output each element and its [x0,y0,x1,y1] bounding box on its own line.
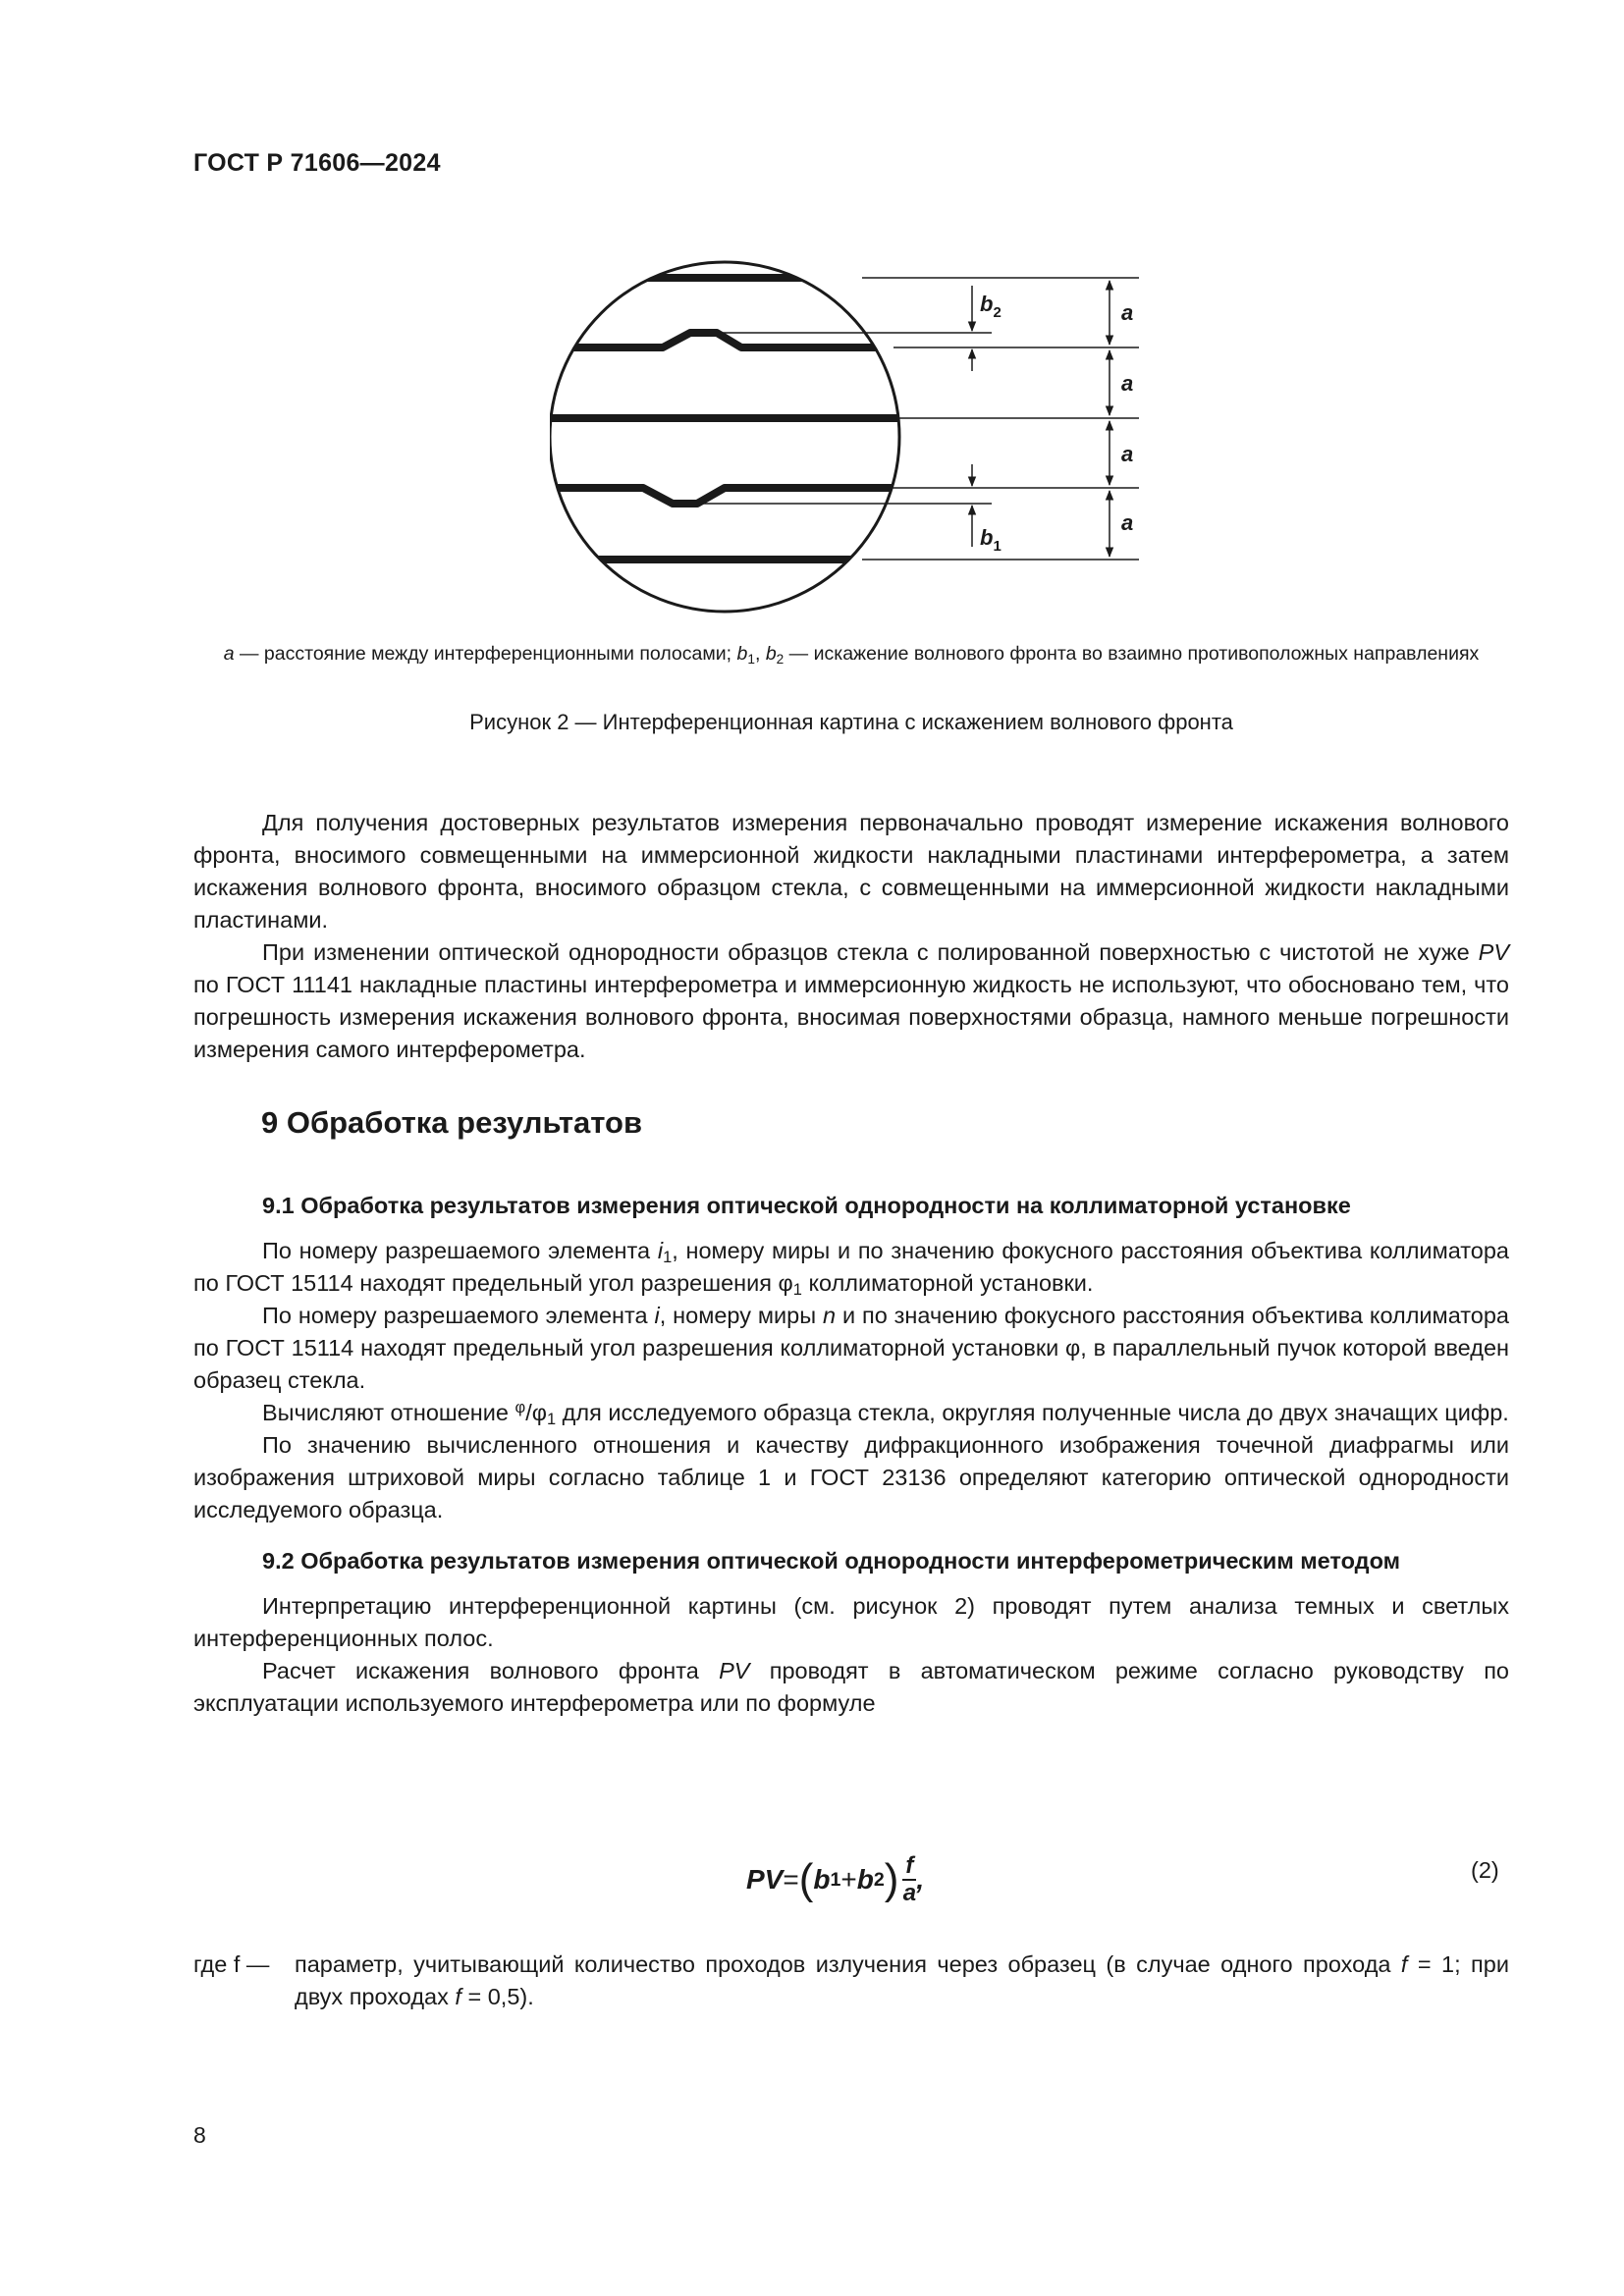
paragraph-no-plates: При изменении оптической однородности образцов стекла с полированной поверхностью с чистотой не хуже PV по ГОСТ 11141 накладные пластины интерферометра и иммерсионную жидкость не используют, что обосновано тем, что погрешность измерения искажения волнового фронта, вносимая поверхностями образца, намного меньше погрешности измерения самого интерферометра. [193,939,1509,1062]
fringe-4-distorted [550,488,943,504]
interference-figure [550,250,1159,623]
formula-explanation [193,1949,1509,2013]
equation-number: (2) [1471,1857,1499,1883]
formula-pv: PV = ( b 1 + b 2 ) $\frac{f}{a}$ , [746,1852,925,1906]
paragraph-reference-measurement: Для получения достоверных результатов измерения первоначально проводят измерение искажения волнового фронта, вносимого совмещенными на иммерсионной жидкости накладными пластинами интерферометра, а затем искажения волнового фронта, вносимого образцом стекла, с совмещенными на иммерсионной жидкости накладными пластинами. [193,810,1509,933]
paragraph-9-1-3: Вычисляют отношение $^\varphi/\varphi_1$ для исследуемого образца стекла, округляя полученные числа до двух значащих цифр. [262,1399,1509,1428]
where-body: параметр, учитывающий количество проходов излучения через образец (в случае одного прохода f = 1; при двух проходах f = 0,5). [295,1951,1509,2009]
subsection-9-1-heading: 9.1 Обработка результатов измерения оптической однородности на коллиматорной установке [262,1193,1351,1218]
paragraph-9-2-1: Интерпретацию интерференционной картины (см. рисунок 2) проводят путем анализа темных и светлых интерференционных полос. [193,1593,1509,1651]
label-b2: $b_2$ [980,292,1001,321]
paragraph-9-2-2: Расчет искажения волнового фронта PV проводят в автоматическом режиме согласно руководству по эксплуатации используемого интерферометра или по формуле [193,1658,1509,1716]
where-label: где f — [193,1951,270,1977]
subsection-9-2-heading: 9.2 Обработка результатов измерения оптической однородности интерферометрическим методом [262,1548,1401,1574]
label-a-4: a [1121,510,1134,535]
fraction-f-over-a: $\frac{f}{a}$ [902,1852,917,1906]
label-a-1: a [1121,300,1134,325]
paragraph-9-1-2: По номеру разрешаемого элемента i, номеру миры n и по значению фокусного расстояния объектива коллиматора по ГОСТ 15114 находят предельный угол разрешения коллиматорной установки φ, в параллельный пучок которой введен образец стекла. [193,1303,1509,1393]
figure-caption: Рисунок 2 — Интерференционная картина с искажением волнового фронта [469,710,1233,734]
fringe-2-distorted [550,333,943,347]
section-9-heading: 9 Обработка результатов [261,1105,643,1140]
label-a-3: a [1121,442,1134,466]
page-number: 8 [193,2122,206,2148]
paragraph-9-1-4: По значению вычисленного отношения и качеству дифракционного изображения точечной диафрагмы или изображения штриховой миры согласно таблице 1 и ГОСТ 23136 определяют категорию оптической однородности исследуемого образца. [193,1432,1509,1522]
figure-legend: a — расстояние между интерференционными полосами; $b_1$, $b_2$ — искажение волнового фронта во взаимно противоположных направлениях [223,643,1480,667]
label-b1: $b_1$ [980,525,1001,555]
label-a-2: a [1121,371,1134,396]
document-code: ГОСТ Р 71606—2024 [193,149,441,177]
paragraph-9-1-1: По номеру разрешаемого элемента $i_1$, номеру миры и по значению фокусного расстояния объектива коллиматора по ГОСТ 15114 находят предельный угол разрешения $\varphi_1$ коллиматорной установки. [193,1238,1509,1299]
